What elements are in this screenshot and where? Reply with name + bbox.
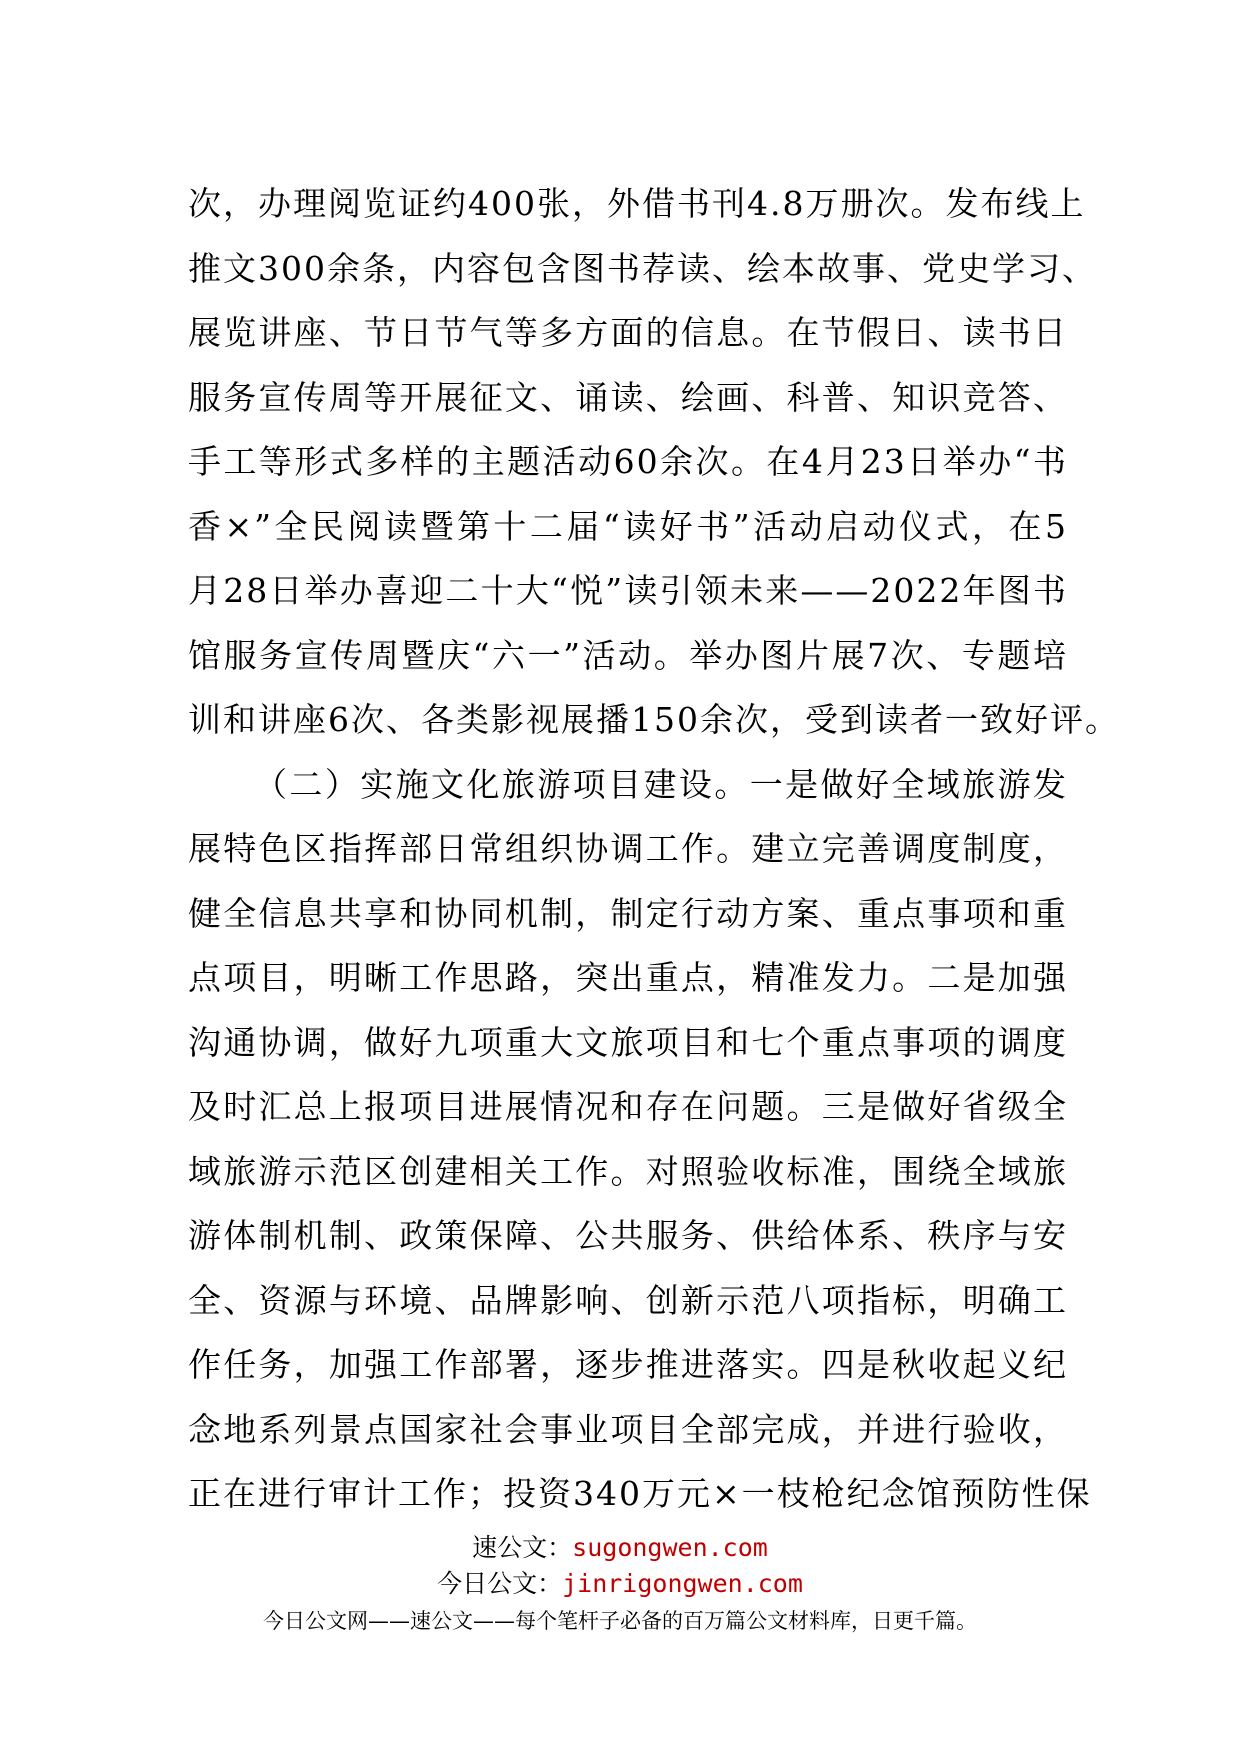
body-line: 正在进行审计工作；投资340万元×一枝枪纪念馆预防性保 bbox=[188, 1474, 1092, 1513]
footer-sugongwen-label: 速公文： bbox=[472, 1533, 573, 1562]
document-body bbox=[188, 172, 1120, 1527]
body-line: 念地系列景点国家社会事业项目全部完成，并进行验收， bbox=[188, 1409, 1068, 1449]
footer-slogan: 今日公文网——速公文——每个笔杆子必备的百万篇公文材料库，日更千篇。 bbox=[263, 1609, 977, 1633]
footer-sugongwen bbox=[0, 1532, 1240, 1564]
body-line: 月28日举办喜迎二十大“悦”读引领未来——2022年图书 bbox=[188, 571, 1068, 610]
body-line: 点项目，明晰工作思路，突出重点，精准发力。二是加强 bbox=[188, 958, 1068, 997]
body-line: 服务宣传周等开展征文、诵读、绘画、科普、知识竞答、 bbox=[188, 377, 1068, 417]
footer-jinrigongwen-link[interactable]: jinrigongwen.com bbox=[562, 1569, 803, 1598]
body-line: 健全信息共享和协同机制，制定行动方案、重点事项和重 bbox=[188, 893, 1068, 933]
body-line: 沟通协调，做好九项重大文旅项目和七个重点事项的调度 bbox=[188, 1022, 1068, 1062]
footer-jinrigongwen bbox=[0, 1568, 1240, 1600]
body-line: 游体制机制、政策保障、公共服务、供给体系、秩序与安 bbox=[188, 1216, 1068, 1255]
body-line: 馆服务宣传周暨庆“六一”活动。举办图片展7次、专题培 bbox=[188, 635, 1068, 675]
body-line: 推文300余条，内容包含图书荐读、绘本故事、党史学习、 bbox=[188, 248, 1097, 288]
body-line: 及时汇总上报项目进展情况和存在问题。三是做好省级全 bbox=[188, 1087, 1068, 1126]
section-heading-line: （二）实施文化旅游项目建设。一是做好全域旅游发 bbox=[254, 764, 1068, 804]
body-line: 域旅游示范区创建相关工作。对照验收标准，围绕全域旅 bbox=[188, 1151, 1068, 1191]
body-line: 展览讲座、节日节气等多方面的信息。在节假日、读书日 bbox=[188, 313, 1068, 352]
body-line: 香×”全民阅读暨第十二届“读好书”活动启动仪式，在5 bbox=[188, 506, 1068, 546]
body-line: 次，办理阅览证约400张，外借书刊4.8万册次。发布线上 bbox=[188, 184, 1086, 223]
footer-sugongwen-link[interactable]: sugongwen.com bbox=[572, 1533, 768, 1562]
body-line: 展特色区指挥部日常组织协调工作。建立完善调度制度， bbox=[188, 829, 1068, 868]
body-line: 训和讲座6次、各类影视展播150余次，受到读者一致好评。 bbox=[188, 700, 1120, 739]
body-line: 作任务，加强工作部署，逐步推进落实。四是秋收起义纪 bbox=[188, 1345, 1068, 1384]
footer-jinrigongwen-label: 今日公文： bbox=[437, 1569, 563, 1598]
body-line: 手工等形式多样的主题活动60余次。在4月23日举办“书 bbox=[188, 442, 1068, 481]
body-line: 全、资源与环境、品牌影响、创新示范八项指标，明确工 bbox=[188, 1280, 1068, 1320]
